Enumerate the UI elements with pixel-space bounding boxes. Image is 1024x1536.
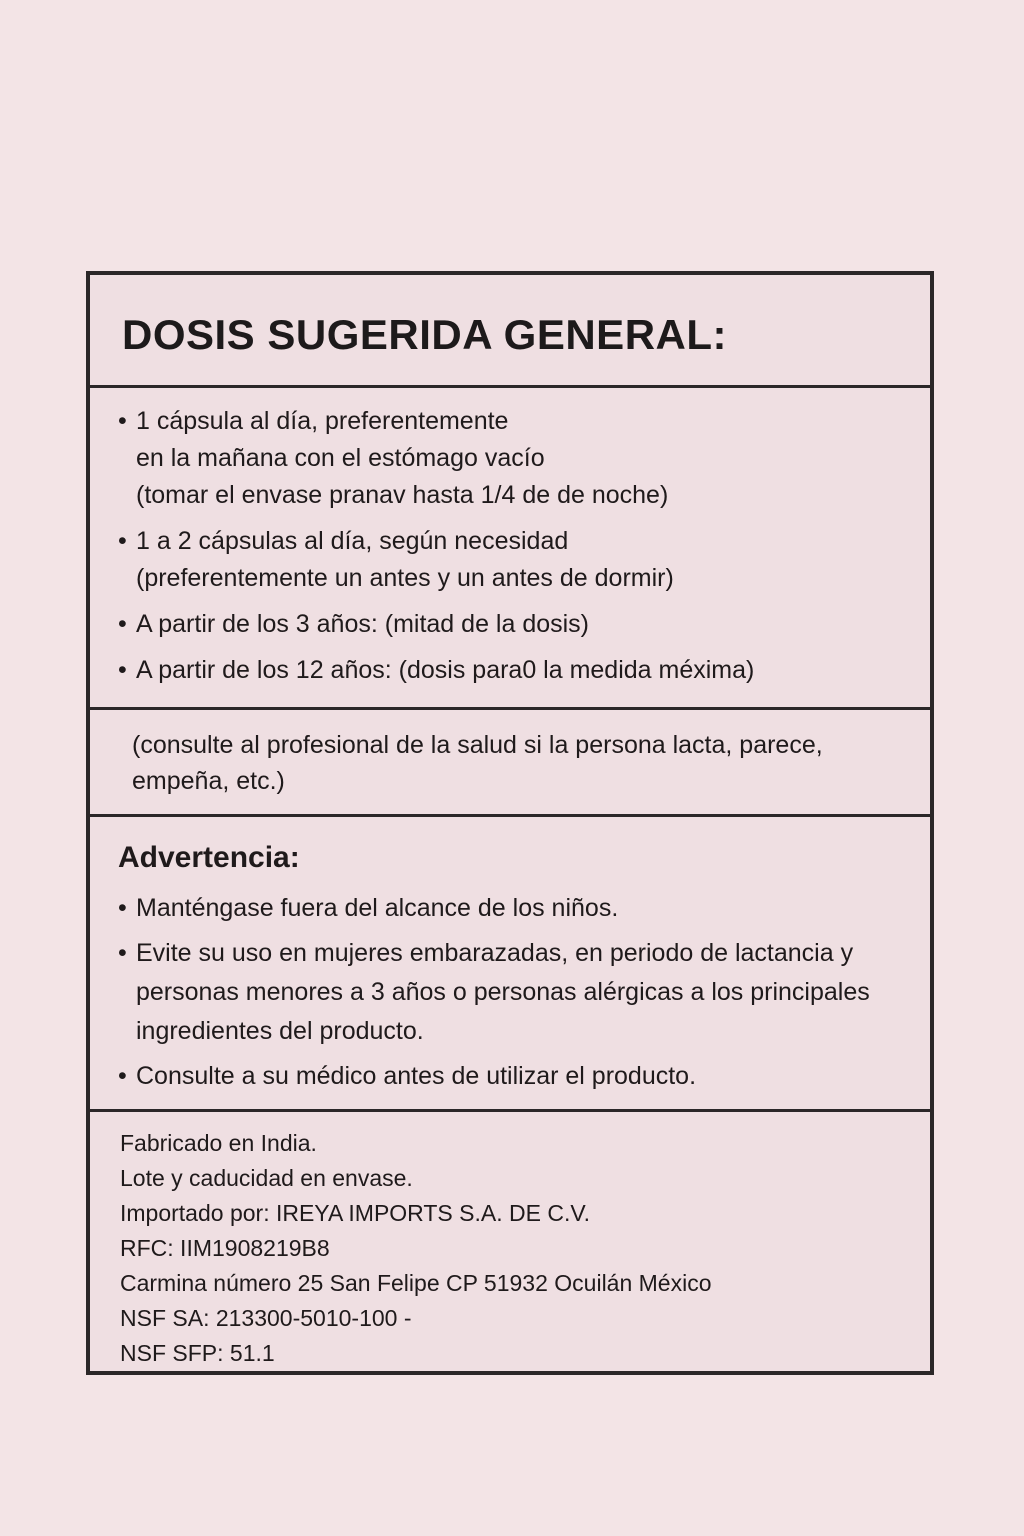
dosage-item: • A partir de los 3 años: (mitad de la dosis) — [118, 606, 910, 643]
dosage-list — [118, 403, 910, 698]
consult-note: (consulte al profesional de la salud si la persona lacta, parece, empeña, etc.) — [132, 731, 823, 795]
info-line: Fabricado en India. — [120, 1130, 317, 1156]
warning-list — [118, 889, 910, 1102]
manufacturer-info — [120, 1126, 910, 1371]
product-label — [86, 271, 934, 1375]
dosage-item: • A partir de los 12 años: (dosis para0 la medida méxima) — [118, 652, 910, 689]
warning-item: • Manténgase fuera del alcance de los niños. — [118, 889, 910, 928]
info-line: NSF SA: 213300-5010-100 - — [120, 1305, 412, 1331]
info-line: Lote y caducidad en envase. — [120, 1165, 413, 1191]
consult-section — [90, 710, 930, 817]
info-line: RFC: IIM1908219B8 — [120, 1235, 330, 1261]
warning-item: • Evite su uso en mujeres embarazadas, en periodo de lactancia y personas menores a 3 años o personas alérgicas a los principales ingredientes del producto. — [118, 934, 910, 1051]
manufacturer-info-section — [90, 1112, 930, 1375]
info-line: Carmina número 25 San Felipe CP 51932 Ocuilán México — [120, 1270, 712, 1296]
dosage-item: • 1 a 2 cápsulas al día, según necesidad (preferentemente un antes y un antes de dormir) — [118, 523, 910, 597]
warning-title: Advertencia: — [118, 841, 300, 874]
label-title: DOSIS SUGERIDA GENERAL: — [122, 311, 727, 358]
info-line: Importado por: IREYA IMPORTS S.A. DE C.V. — [120, 1200, 590, 1226]
warning-section — [90, 817, 930, 1112]
title-section — [90, 275, 930, 388]
info-line: NSF SFP: 51.1 — [120, 1340, 275, 1366]
warning-item: • Consulte a su médico antes de utilizar el producto. — [118, 1057, 910, 1096]
dosage-section — [90, 388, 930, 710]
dosage-item: • 1 cápsula al día, preferentemente en la mañana con el estómago vacío (tomar el envase pranav hasta 1/4 de de noche) — [118, 403, 910, 514]
